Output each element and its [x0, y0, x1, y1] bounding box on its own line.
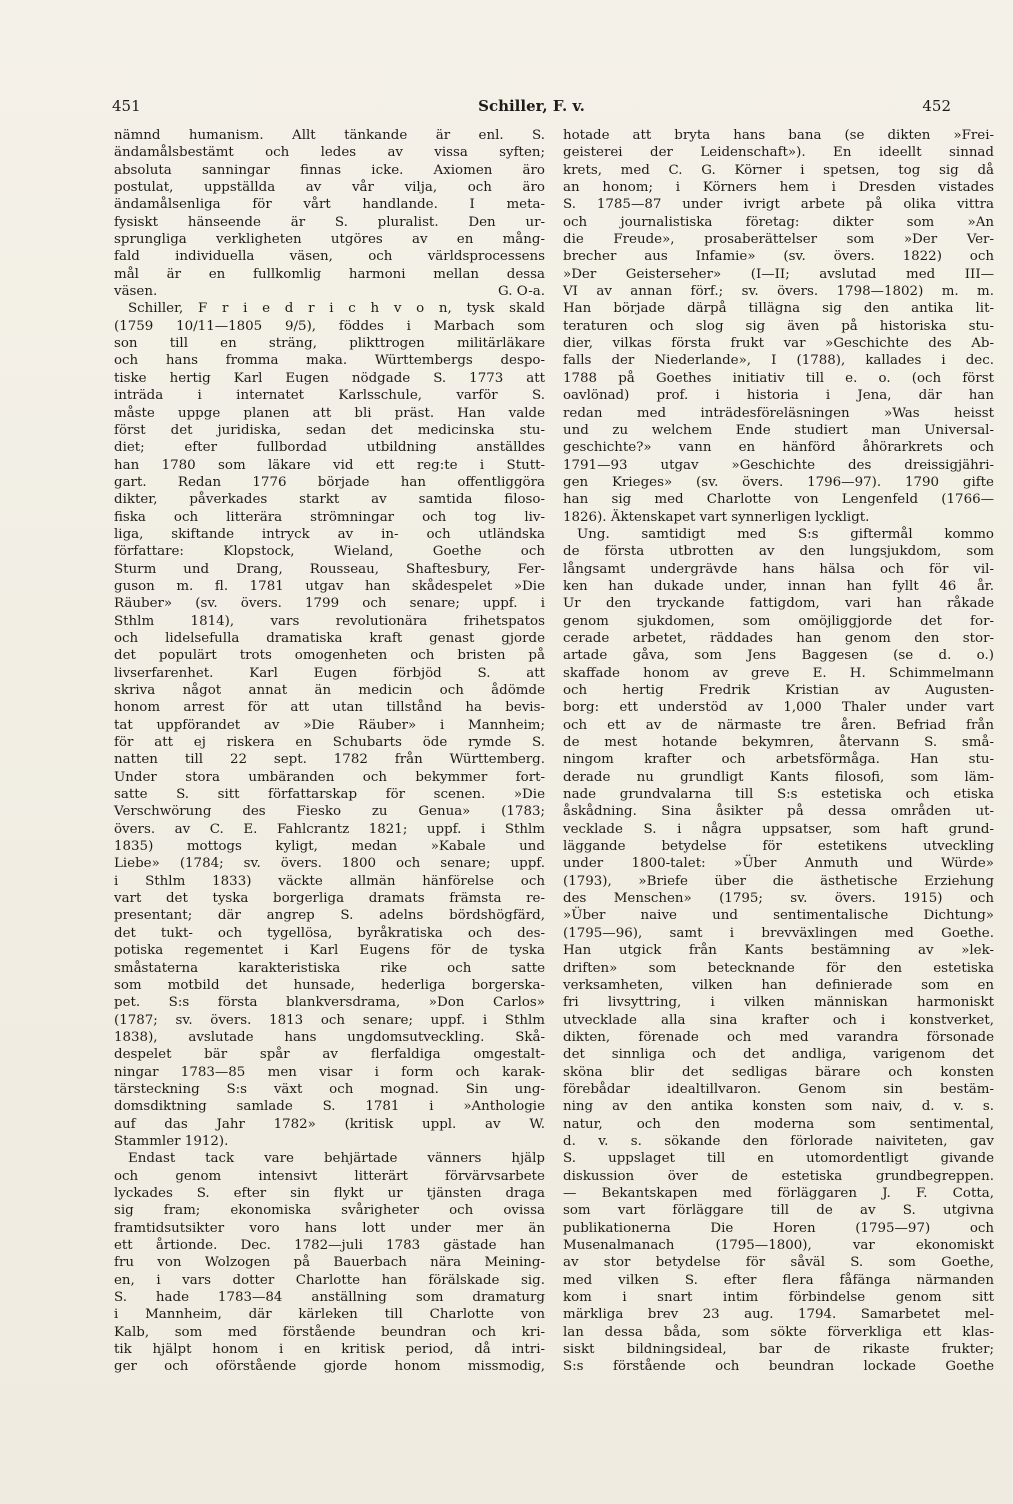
text-line: tärsteckning S:s växt och mognad. Sin ung-: [114, 1081, 545, 1097]
text-line: och hertig Fredrik Kristian av Augusten-: [563, 683, 994, 698]
text-line: tiske hertig Karl Eugen nödgade S. 1773 att: [114, 370, 545, 386]
text-line: verksamheten, vilken han definierade som en: [563, 977, 994, 993]
text-line: guson m. fl. 1781 utgav han skådespelet »Die: [114, 578, 545, 594]
text-line: derade nu grundligt Kants filosofi, som läm-: [563, 769, 994, 785]
text-line: son till en sträng, plikttrogen militärläkare: [114, 336, 545, 352]
text-line: 1826). Äktenskapet vart synnerligen lyckligt.: [563, 509, 870, 525]
text-line: presentant; där angrep S. adelns bördshögfärd,: [114, 908, 545, 924]
text-line: Liebe» (1784; sv. övers. 1800 och senare; uppf.: [114, 856, 545, 872]
text-line: dier, vilkas första frukt var »Geschichte des Ab-: [563, 336, 994, 352]
text-line: gart. Redan 1776 började han offentliggöra: [114, 474, 545, 490]
text-line: vecklade S. i några uppsatser, som haft grund-: [563, 821, 994, 837]
text-line: förebådar idealtillvaron. Genom sin bestäm-: [563, 1081, 994, 1097]
text-line: nämnd humanism. Allt tänkande är enl. S.: [114, 128, 545, 143]
text-line: satte S. sitt författarskap för scenen. »Die: [114, 787, 545, 803]
text-line: liga, skiftande intryck av in- och utländska: [114, 526, 545, 542]
text-line: Han utgick från Kants bestämning av »lek-: [563, 943, 994, 959]
text-line: domsdiktning samlade S. 1781 i »Anthologie: [114, 1099, 545, 1115]
text-line: S:s förstående och beundran lockade Goethe: [563, 1359, 994, 1375]
text-line: Kalb, som med förstående beundran och kri-: [114, 1324, 545, 1340]
text-line: brecher aus Infamie» (sv. övers. 1822) och: [563, 249, 994, 265]
text-line: åskådning. Sina åsikter på dessa områden ut-: [563, 804, 994, 820]
text-line: ändamålsenliga för vårt handlande. I meta-: [114, 197, 545, 213]
text-line: Han började därpå tillägna sig den antika lit-: [563, 301, 994, 317]
text-line: fald individuella väsen, och världsprocessens: [114, 249, 545, 265]
text-line: måste uppge planen att bli präst. Han valde: [114, 405, 545, 421]
text-line: livserfarenhet. Karl Eugen förbjöd S. att: [114, 665, 545, 681]
text-line: driften» som betecknande för den estetiska: [563, 960, 994, 976]
text-line: med vilken S. efter flera fåfänga närmanden: [563, 1272, 994, 1288]
text-line: S. uppslaget till en utomordentligt givande: [563, 1151, 994, 1167]
text-line: Endast tack vare behjärtade vänners hjälp: [128, 1151, 545, 1167]
page-header: [112, 97, 951, 119]
text-line: ger och oförstående gjorde honom missmodig,: [114, 1359, 545, 1375]
text-line: postulat, uppställda av vår vilja, och äro: [114, 180, 545, 196]
text-line: (1795—96), samt i brevväxlingen med Goethe.: [563, 925, 994, 941]
text-line: krets, med C. G. Körner i spetsen, tog sig då: [563, 162, 994, 178]
text-line: cerade arbetet, räddades han genom den stor-: [563, 630, 994, 646]
line-text: väsen.: [114, 284, 158, 300]
text-line: fru von Wolzogen på Bauerbach nära Meining-: [114, 1255, 545, 1271]
text-line: Verschwörung des Fiesko zu Genua» (1783;: [114, 804, 545, 820]
text-line: som vart förläggare till de av S. utgivna: [563, 1203, 994, 1219]
text-line: han sig med Charlotte von Lengenfeld (1766—: [563, 492, 994, 508]
text-line: inträda i internatet Karlsschule, varför S.: [114, 388, 545, 404]
text-line: ningom krafter och arbetsförmåga. Han stu-: [563, 752, 994, 768]
text-line: 1788 på Goethes initiativ till e. o. (och först: [563, 370, 994, 386]
text-line: d. v. s. sökande den förlorade naiviteten, gav: [563, 1133, 994, 1149]
text-line: [114, 283, 545, 300]
text-line: honom arrest för att utan tillstånd ha bevis-: [114, 700, 545, 716]
text-line: genom sjukdomen, som omöjliggjorde det for-: [563, 613, 994, 629]
text-line: fri livsyttring, i vilken människan harmoniskt: [563, 995, 994, 1011]
text-line: geschichte?» vann en hänförd åhörarkrets och: [563, 440, 994, 456]
text-line: nade grundvalarna till S:s estetiska och etiska: [563, 787, 994, 803]
text-line: ning av den antika konsten som naiv, d. v. s.: [563, 1099, 994, 1115]
text-line: framtidsutsikter voro hans lott under mer än: [114, 1220, 545, 1236]
text-line: ken han dukade under, innan han fyllt 46 år.: [563, 578, 994, 594]
page-number-right: 452: [922, 97, 951, 115]
text-line: 1835) mottogs kyligt, medan »Kabale und: [114, 839, 545, 855]
text-line: S. 1785—87 under ivrigt arbete på olika vittra: [563, 197, 994, 213]
text-line: ningar 1783—85 men visar i form och karak-: [114, 1064, 545, 1080]
text-line: Sthlm 1814), vars revolutionära frihetspatos: [114, 613, 545, 629]
text-line: som motbild det hunsade, hederliga borgerska-: [114, 977, 545, 993]
text-line: hotade att bryta hans bana (se dikten »Frei-: [563, 128, 994, 143]
text-line: oavlönad) prof. i historia i Jena, där han: [563, 388, 994, 404]
text-line: långsamt undergrävde hans hälsa och för vil-: [563, 561, 994, 577]
text-line: siskt bildningsideal, bar de rikaste frukter;: [563, 1342, 994, 1358]
text-line: artade gåva, som Jens Baggesen (se d. o.): [563, 648, 994, 664]
text-line: mål är en fullkomlig harmoni mellan dessa: [114, 266, 545, 282]
text-line: kom i snart intim förbindelse genom sitt: [563, 1290, 994, 1306]
text-line: och journalistiska företag: dikter som »An: [563, 214, 994, 230]
text-line: diet; efter fullbordad utbildning anställdes: [114, 440, 545, 456]
text-line: skriva något annat än medicin och ådömde: [114, 683, 545, 698]
text-line: dikten, förenade och med varandra försonade: [563, 1029, 994, 1045]
text-line: diskussion över de estetiska grundbegreppen.: [563, 1168, 994, 1184]
running-head: Schiller, F. v.: [478, 97, 585, 115]
text-line: sig fram; ekonomiska svårigheter och ovissa: [114, 1203, 545, 1219]
text-line: lyckades S. efter sin flykt ur tjänsten draga: [114, 1185, 545, 1201]
text-line: och ett av de närmaste tre åren. Befriad från: [563, 717, 994, 733]
text-line: publikationerna Die Horen (1795—97) och: [563, 1220, 994, 1236]
text-line: und zu welchem Ende studiert man Universal-: [563, 422, 994, 438]
text-line: och hans fromma maka. Württembergs despo-: [114, 353, 545, 369]
text-line: och genom intensivt litterärt förvärvsarbete: [114, 1168, 545, 1184]
text-line: Räuber» (sv. övers. 1799 och senare; uppf. i: [114, 596, 545, 612]
text-line: potiska regementet i Karl Eugens för de tyska: [114, 943, 545, 959]
right-column: [563, 127, 994, 1376]
text-line: an honom; i Körners hem i Dresden vistades: [563, 180, 994, 196]
text-line: Ung. samtidigt med S:s giftermål kommo: [577, 526, 994, 542]
text-line: natten till 22 sept. 1782 från Württemberg.: [114, 752, 545, 768]
text-line: (1793), »Briefe über die ästhetische Erziehung: [563, 873, 994, 889]
text-line: VI av annan förf.; sv. övers. 1798—1802) m. m.: [563, 284, 994, 300]
text-line: skaffade honom av greve E. H. Schimmelmann: [563, 665, 994, 681]
text-line: tik hjälpt honom i en kritisk period, då intri-: [114, 1342, 545, 1358]
text-line: de mest hotande bekymren, återvann S. små-: [563, 735, 994, 751]
text-line: despelet bär spår av flerfaldiga omgestalt-: [114, 1047, 545, 1063]
text-line: Sturm und Drang, Rousseau, Shaftesbury, Fer-: [114, 561, 545, 577]
text-line: ett årtionde. Dec. 1782—juli 1783 gästade han: [114, 1238, 545, 1253]
text-line: dikter, påverkades starkt av samtida filoso-: [114, 492, 545, 508]
text-line: övers. av C. E. Fahlcrantz 1821; uppf. i Sthlm: [114, 821, 545, 837]
text-line: under 1800-talet: »Über Anmuth und Würde»: [563, 856, 994, 872]
left-column: [114, 127, 545, 1376]
text-line: natur, och den moderna som sentimental,: [563, 1116, 994, 1132]
text-line: — Bekantskapen med förläggaren J. F. Cotta,: [563, 1185, 994, 1201]
text-line: falls der Niederlande», I (1788), kallades i dec.: [563, 353, 994, 369]
text-line: geisterei der Leidenschaft»). En ideellt sinnad: [563, 145, 994, 161]
text-line: och lidelsefulla dramatiska kraft genast gjorde: [114, 630, 545, 646]
text-line: författare: Klopstock, Wieland, Goethe och: [114, 544, 545, 560]
text-line: S. hade 1783—84 anställning som dramaturg: [114, 1290, 545, 1306]
text-line: i Mannheim, där kärleken till Charlotte von: [114, 1307, 545, 1323]
text-line: tat uppförandet av »Die Räuber» i Mannheim;: [114, 717, 545, 733]
text-line: (1787; sv. övers. 1813 och senare; uppf. i Sthlm: [114, 1012, 545, 1028]
text-line: gen Krieges» (sv. övers. 1796—97). 1790 gifte: [563, 474, 994, 490]
text-line: utvecklade alla sina krafter och i konstverket,: [563, 1012, 994, 1028]
text-line: Ur den tryckande fattigdom, vari han råkade: [563, 596, 994, 612]
text-line: redan med inträdesföreläsningen »Was heisst: [563, 405, 994, 421]
text-line: för att ej riskera en Schubarts öde rymde S.: [114, 735, 545, 751]
text-line: 1838), avslutade hans ungdomsutveckling. Skå-: [114, 1029, 545, 1045]
text-line: småstaterna karakteristiska rike och satte: [114, 960, 545, 976]
text-line: die Freude», prosaberättelser som »Der Ver-: [563, 232, 994, 248]
text-line: borg: ett understöd av 1,000 Thaler under vart: [563, 700, 994, 716]
text-line: sprungliga verkligheten utgöres av en mång-: [114, 232, 545, 248]
text-line: först det juridiska, sedan det medicinska stu-: [114, 422, 545, 438]
text-line: sköna blir det sedligas bärare och konsten: [563, 1064, 994, 1080]
text-line: Stammler 1912).: [114, 1133, 229, 1149]
text-line: lan dessa båda, som sökte förverkliga ett klas-: [563, 1324, 994, 1340]
text-line: han 1780 som läkare vid ett reg:te i Stutt-: [114, 457, 545, 473]
text-line: det populärt trots omogenheten och bristen på: [114, 648, 545, 664]
text-line: des Menschen» (1795; sv. övers. 1915) och: [563, 891, 994, 907]
text-line: 1791—93 utgav »Geschichte des dreissigjähri-: [563, 457, 994, 473]
text-line: läggande betydelse för estetikens utveckling: [563, 839, 994, 855]
text-line: ändamålsbestämt och ledes av vissa syften;: [114, 145, 545, 161]
author-signature: G. O-a.: [498, 284, 545, 300]
text-line: pet. S:s första blankversdrama, »Don Carlos»: [114, 995, 545, 1011]
text-line: vart det tyska borgerliga dramats främsta re-: [114, 891, 545, 907]
text-line: absoluta sanningar finnas icke. Axiomen äro: [114, 162, 545, 178]
text-line: auf das Jahr 1782» (kritisk uppl. av W.: [114, 1116, 545, 1132]
text-line: fysiskt hänseende är S. pluralist. Den ur-: [114, 214, 545, 230]
text-line: Musenalmanach (1795—1800), var ekonomiskt: [563, 1238, 994, 1253]
text-line: Schiller, F r i e d r i c h v o n, tysk skald: [128, 301, 545, 317]
text-line: i Sthlm 1833) väckte allmän hänförelse och: [114, 873, 545, 889]
text-line: av stor betydelse för såväl S. som Goethe,: [563, 1255, 994, 1271]
text-line: »Der Geisterseher» (I—II; avslutad med III—: [563, 266, 994, 282]
text-line: de första utbrotten av den lungsjukdom, som: [563, 544, 994, 560]
text-line: Under stora umbäranden och bekymmer fort-: [114, 769, 545, 785]
text-line: det sinnliga och det andliga, varigenom det: [563, 1047, 994, 1063]
text-line: teraturen och slog sig även på historiska stu-: [563, 318, 994, 334]
text-line: det tukt- och tygellösa, byråkratiska och des-: [114, 925, 545, 941]
text-line: fiska och litterära strömningar och tog liv-: [114, 509, 545, 525]
text-line: »Über naive und sentimentalische Dichtung»: [563, 908, 994, 924]
text-line: (1759 10/11—1805 9/5), föddes i Marbach som: [114, 318, 545, 334]
page-number-left: 451: [112, 97, 141, 115]
text-line: märkliga brev 23 aug. 1794. Samarbetet mel-: [563, 1307, 994, 1323]
text-line: en, i vars dotter Charlotte han förälskade sig.: [114, 1272, 545, 1288]
